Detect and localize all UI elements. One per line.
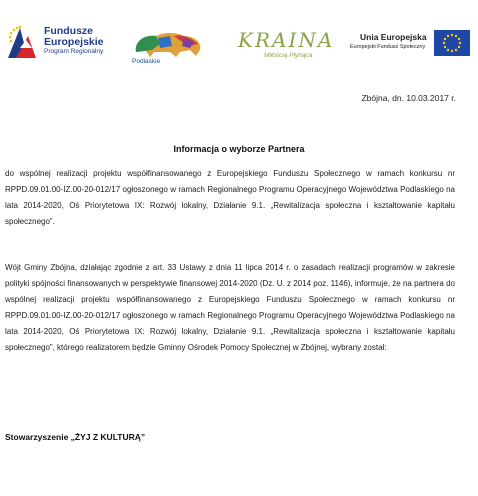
fundusze-europejskie-icon bbox=[6, 24, 40, 60]
kraina-logo bbox=[234, 26, 335, 66]
fe-line1: Fundusze bbox=[44, 25, 93, 37]
ue-line1: Unia Europejska bbox=[360, 32, 427, 42]
unia-europejska-logo bbox=[350, 30, 472, 64]
bison-icon bbox=[130, 30, 206, 58]
logo-bar bbox=[0, 0, 478, 80]
fe-line2: Europejskie bbox=[44, 36, 104, 48]
eu-flag-icon bbox=[434, 30, 470, 56]
ue-line2: Europejski Fundusz Społeczny bbox=[350, 44, 426, 50]
fundusze-europejskie-logo bbox=[6, 24, 136, 64]
document-title: Informacja o wyborze Partnera bbox=[173, 144, 305, 154]
document-date: Zbójna, dn. 10.03.2017 r. bbox=[361, 93, 456, 103]
paragraph-announcement: Wójt Gminy Zbójna, działając zgodnie z art. 33 Ustawy z dnia 11 lipca 2014 r. o zasadach realizacji programów w zakresie polityki spójności finansowanych w perspektywie finansowej 2014-2020 (Dz. U. z 2014 poz. 1146), informuje, że na partnera do wspólnej realizacji projektu współfinansowanego z Europejskiego Funduszu Społecznego w ramach konkursu nr RPPD.09.01.00-IZ.00-20-012/17 ogłoszonego w ramach Regionalnego Programu Operacyjnego Województwa Podlaskiego na lata 2014-2020, Oś Priorytetowa IX: Rozwój lokalny, Działanie 9.1. „Rewitalizacja społeczna i kształtowanie kapitału społecznego”, którego realizatorem będzie Gminny Ośrodek Pomocy Społecznej w Zbójnej, wybrany został: bbox=[5, 263, 455, 352]
kraina-tagline: Miłością Płynąca bbox=[264, 52, 313, 59]
kraina-name: KRAINA bbox=[238, 28, 335, 52]
fe-line3: Program Regionalny bbox=[44, 48, 104, 55]
podlaskie-logo bbox=[130, 30, 206, 70]
podlaskie-label: Podlaskie bbox=[132, 58, 161, 65]
selected-partner: Stowarzyszenie „ŻYJ Z KULTURĄ” bbox=[5, 432, 146, 442]
paragraph-intro: do wspólnej realizacji projektu współfinansowanego z Europejskiego Funduszu Społecznego w ramach konkursu nr RPPD.09.01.00-IZ.00-20-012/17 ogłoszonego w ramach Regionalnego Programu Operacyjnego Województwa Podlaskiego na lata 2014-2020, Oś Priorytetowa IX: Rozwój lokalny, Działanie 9.1. „Rewitalizacja społeczna i kształtowanie kapitału społecznego”. bbox=[5, 169, 455, 226]
